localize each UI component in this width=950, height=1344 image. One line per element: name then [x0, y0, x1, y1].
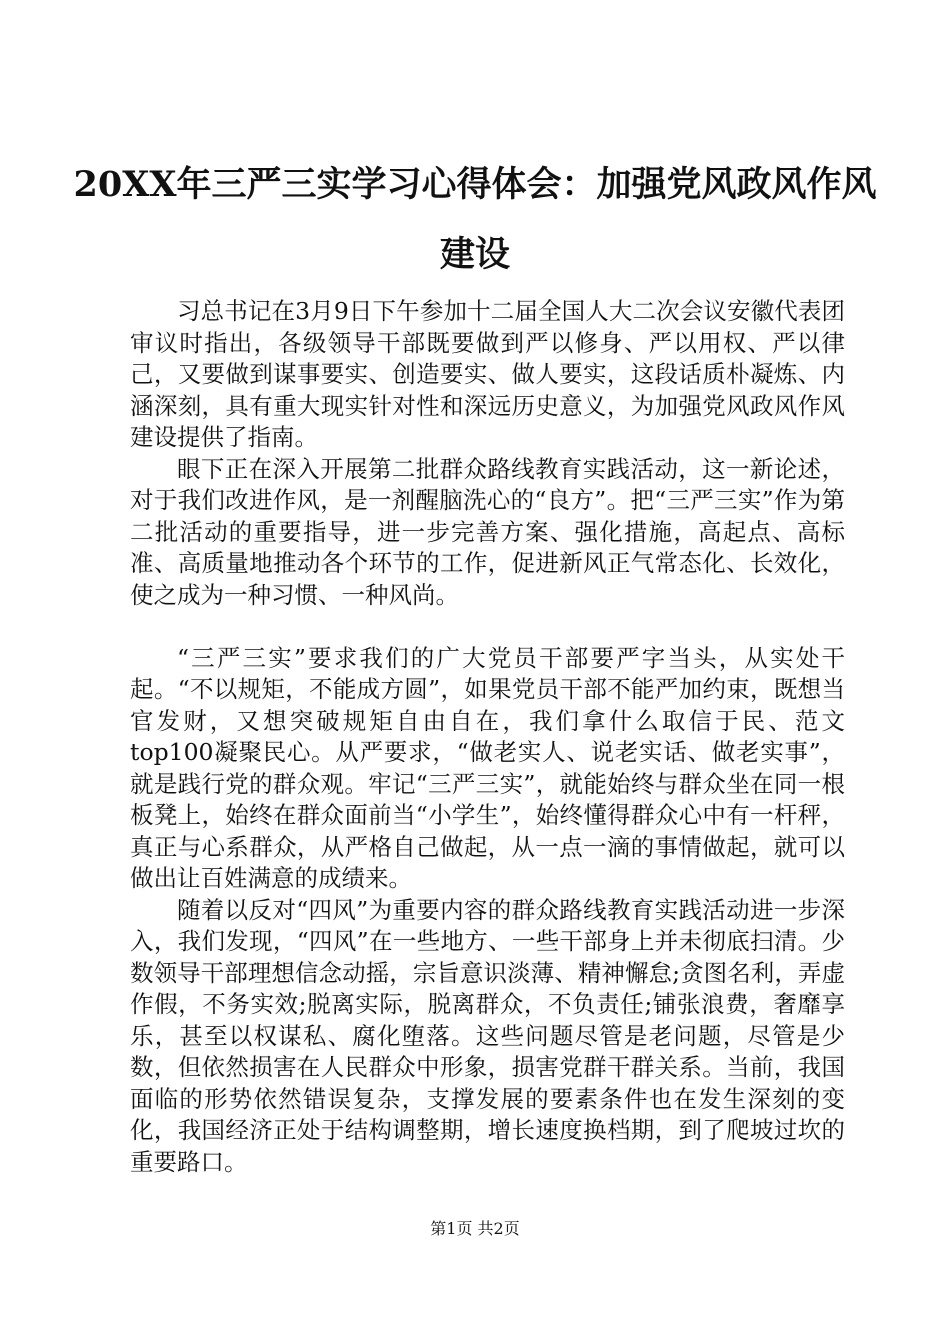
document-body — [130, 296, 845, 1178]
page-number-footer: 第1页 共2页 — [430, 1219, 520, 1238]
document-title: 20XX年三严三实学习心得体会：加强党风政风作风建设 — [73, 164, 877, 275]
paragraph-4: 随着以反对“四风”为重要内容的群众路线教育实践活动进一步深入，我们发现，“四风”在一些地方、一些干部身上并未彻底扫清。少数领导干部理想信念动摇，宗旨意识淡薄、精神懈怠;贪图名利，弄虚作假，不务实效;脱离实际，脱离群众，不负责任;铺张浪费，奢靡享乐，甚至以权谋私、腐化堕落。这些问题尽管是老问题，尽管是少数，但依然损害在人民群众中形象，损害党群干群关系。当前，我国面临的形势依然错误复杂，支撑发展的要素条件也在发生深刻的变化，我国经济正处于结构调整期，增长速度换档期，到了爬坡过坎的重要路口。 — [130, 895, 845, 1176]
paragraph-1: 习总书记在3月9日下午参加十二届全国人大二次会议安徽代表团审议时指出，各级领导干部既要做到严以修身、严以用权、严以律己，又要做到谋事要实、创造要实、做人要实，这段话质朴凝炼、内涵深刻，具有重大现实针对性和深远历史意义，为加强党风政风作风建设提供了指南。 — [130, 297, 845, 451]
paragraph-3: “三严三实”要求我们的广大党员干部要严字当头，从实处干起。“不以规矩，不能成方圆”，如果党员干部不能严加约束，既想当官发财，又想突破规矩自由自在，我们拿什么取信于民、范文top100凝聚民心。从严要求，“做老实人、说老实话、做老实事”，就是践行党的群众观。牢记“三严三实”，就能始终与群众坐在同一根板凳上，始终在群众面前当“小学生”，始终懂得群众心中有一杆秤，真正与心系群众，从严格自己做起，从一点一滴的事情做起，就可以做出让百姓满意的成绩来。 — [130, 643, 845, 892]
paragraph-2: 眼下正在深入开展第二批群众路线教育实践活动，这一新论述，对于我们改进作风，是一剂醒脑洗心的“良方”。把“三严三实”作为第二批活动的重要指导，进一步完善方案、强化措施，高起点、高标准、高质量地推动各个环节的工作，促进新风正气常态化、长效化，使之成为一种习惯、一种风尚。 — [130, 454, 845, 609]
